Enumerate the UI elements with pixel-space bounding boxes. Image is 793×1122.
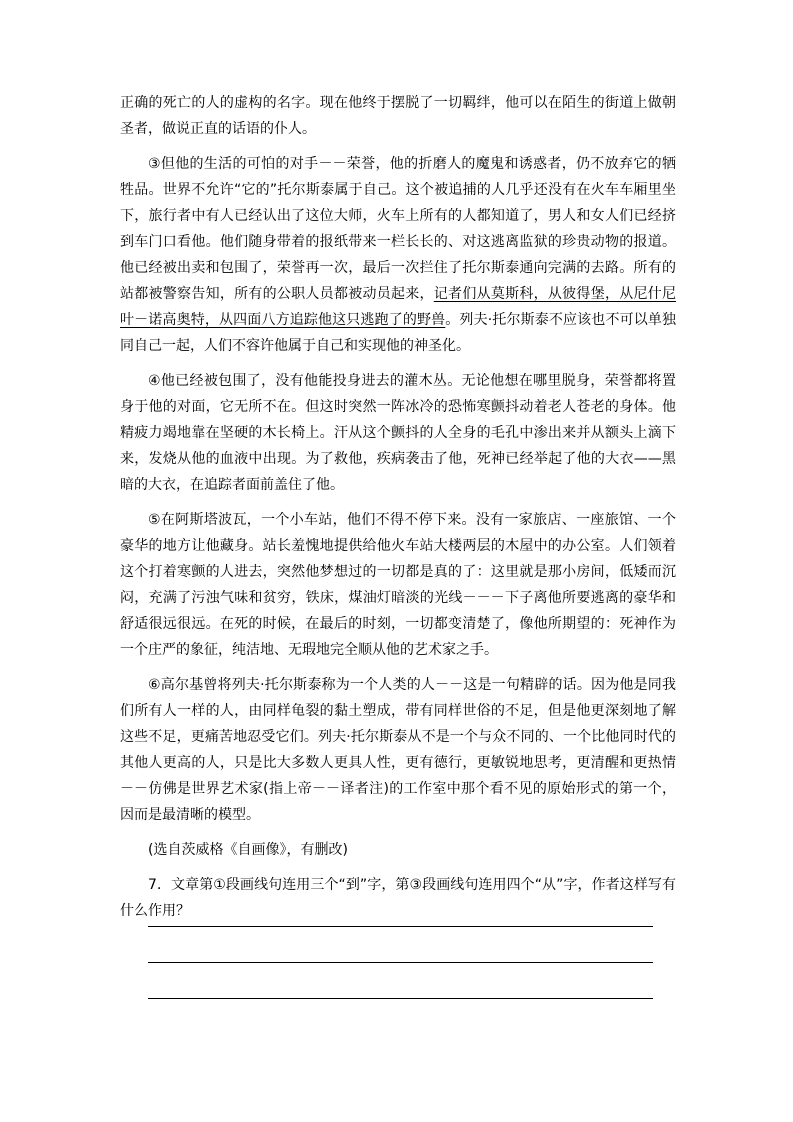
paragraph-5: ⑤在阿斯塔波瓦，一个小车站，他们不得不停下来。没有一家旅店、一座旅馆、一个豪华的地方让他藏身。站长羞愧地提供给他火车站大楼两层的木屋中的办公室。人们领着这个打着寒颤的人进去，突然他梦想过的一切都是真的了：这里就是那小房间，低矮而沉闷，充满了污浊气味和贫穷，铁床，煤油灯暗淡的光线－－－下子离他所要逃离的豪华和舒适很远很远。在死的时候，在最后的时刻，一切都变清楚了，像他所期望的：死神作为一个庄严的象征，纯洁地、无瑕地完全顺从他的艺术家之手。: [120, 512, 676, 658]
paragraph-3-tail: 。列夫·托尔斯泰不应该也不可以单独同自己一起，人们不容许他属于自己和实现他的神圣化。: [120, 312, 677, 354]
paragraph-6: ⑥高尔基曾将列夫·托尔斯泰称为一个人类的人－－这是一句精辟的话。因为他是同我们所有人一样的人，由同样龟裂的黏土塑成，带有同样世俗的不足，但是他更深刻地了解这些不足，更痛苦地忍受它们。列夫·托尔斯泰从不是一个与众不同的、一个比他同时代的其他人更高的人，只是比大多数人更具人性，更有德行，更敏锐地思考，更清醒和更热情－－仿佛是世界艺术家(指上帝－－译者注)的工作室中那个看不见的原始形式的第一个，因而是最清晰的模型。: [120, 677, 676, 823]
answer-line[interactable]: [148, 926, 653, 927]
article-body: [120, 90, 676, 924]
answer-line[interactable]: [148, 998, 653, 999]
paragraph-3-text: ③但他的生活的可怕的对手－－荣誉，他的折磨人的魔鬼和诱惑者，仍不放弃它的牺牲品。世界不允许“它的”托尔斯泰属于自己。这个被追捕的人几乎还没有在火车车厢里坐下，旅行者中有人已经认出了这位大师，火车上所有的人都知道了，男人和女人们已经挤到车门口看他。他们随身带着的报纸带来一栏长长的、对这逃离监狱的珍贵动物的报道。他已经被出卖和包围了，荣誉再一次，最后一次拦住了托尔斯泰通向完满的去路。所有的站都被警察告知，所有的公职人员都被动员起来，: [120, 156, 676, 302]
paragraph-4: ④他已经被包围了，没有他能投身进去的灌木丛。无论他想在哪里脱身，荣誉都将置身于他的对面，它无所不在。但这时突然一阵冰冷的恐怖寒颤抖动着老人苍老的身体。他精疲力竭地靠在坚硬的木长椅上。汗从这个颤抖的人全身的毛孔中渗出来并从额头上滴下来，发烧从他的血液中出现。为了救他，疾病袭击了他，死神已经举起了他的大衣——黑暗的大衣，在追踪者面前盖住了他。: [120, 373, 676, 493]
paragraph-3: [120, 151, 676, 359]
underlined-sentence: 记者们从莫斯科，从彼得堡，从尼什尼叶－诺高奥特，从四面八方追踪他这只逃跑了的野兽: [120, 286, 677, 328]
question-7: 7．文章第①段画线句连用三个“到”字，第③段画线句连用四个“从”字，作者这样写有什么作用？: [120, 877, 676, 919]
source-citation: (选自茨威格《自画像》，有删改): [148, 842, 348, 858]
answer-line[interactable]: [148, 962, 653, 963]
paragraph-intro: 正确的死亡的人的虚构的名字。现在他终于摆脱了一切羁绊，他可以在陌生的街道上做朝圣者，做说正直的话语的仆人。: [120, 95, 676, 137]
